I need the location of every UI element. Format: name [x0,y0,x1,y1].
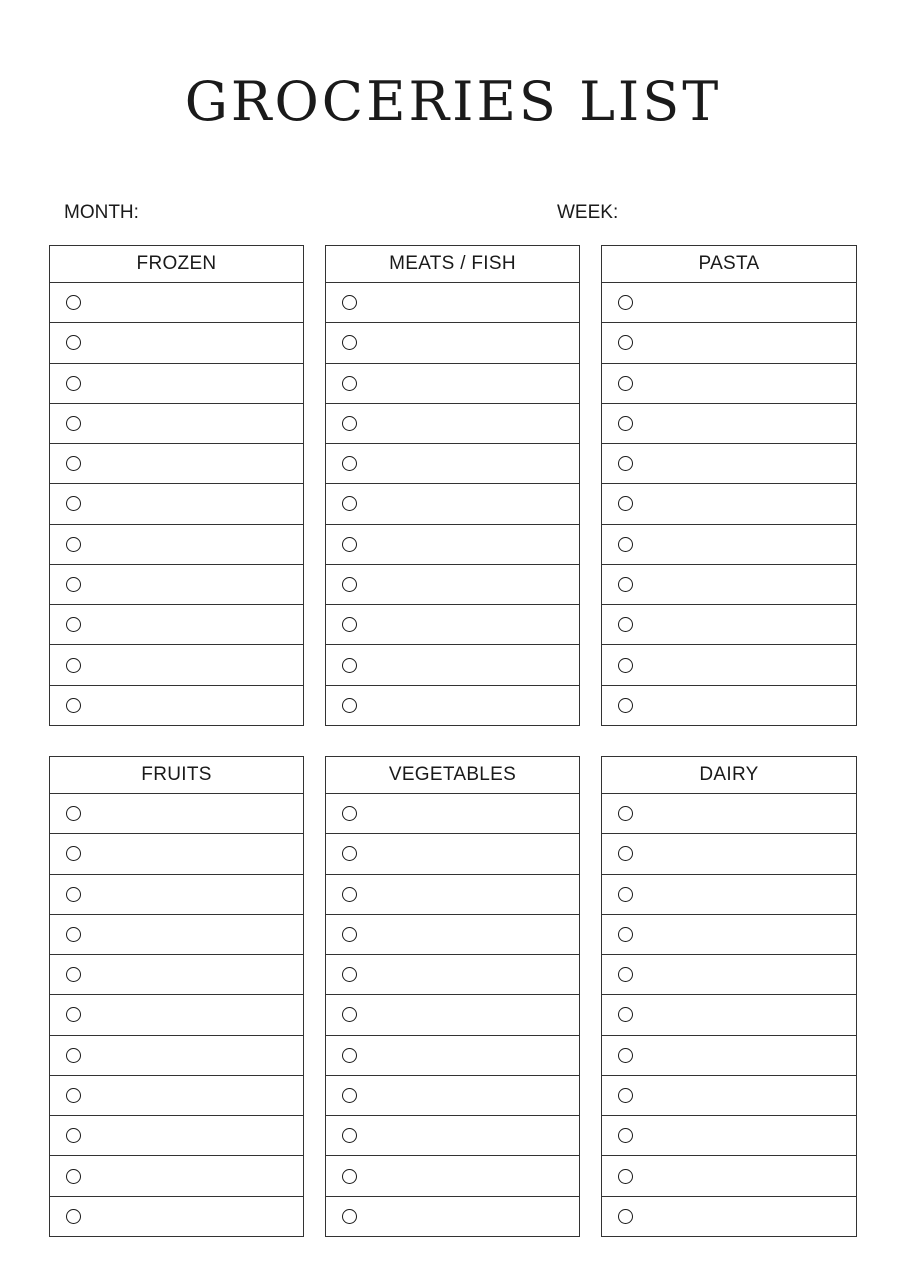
circle-checkbox-icon[interactable] [342,1007,357,1022]
checklist-row[interactable] [50,364,303,404]
circle-checkbox-icon[interactable] [342,456,357,471]
checklist-row[interactable] [602,1116,856,1156]
circle-checkbox-icon[interactable] [66,1209,81,1224]
checklist-row[interactable] [326,283,579,323]
checklist-row[interactable] [50,283,303,323]
circle-checkbox-icon[interactable] [342,295,357,310]
circle-checkbox-icon[interactable] [66,295,81,310]
circle-checkbox-icon[interactable] [342,1048,357,1063]
section-header: VEGETABLES [326,757,579,794]
checklist-row[interactable] [50,794,303,834]
checklist-row[interactable] [602,364,856,404]
circle-checkbox-icon[interactable] [342,416,357,431]
circle-checkbox-icon[interactable] [618,416,633,431]
circle-checkbox-icon[interactable] [342,967,357,982]
checklist-row[interactable] [50,1036,303,1076]
checklist-row[interactable] [326,444,579,484]
circle-checkbox-icon[interactable] [342,1088,357,1103]
circle-checkbox-icon[interactable] [66,967,81,982]
circle-checkbox-icon[interactable] [618,456,633,471]
section-header: FRUITS [50,757,303,794]
checklist-row[interactable] [326,645,579,685]
circle-checkbox-icon[interactable] [618,1007,633,1022]
checklist-row[interactable] [326,323,579,363]
checklist-row[interactable] [602,283,856,323]
checklist-row[interactable] [326,1197,579,1236]
circle-checkbox-icon[interactable] [66,456,81,471]
checklist-row[interactable] [50,565,303,605]
circle-checkbox-icon[interactable] [342,927,357,942]
circle-checkbox-icon[interactable] [66,577,81,592]
checklist-row[interactable] [326,565,579,605]
checklist-row[interactable] [50,686,303,725]
circle-checkbox-icon[interactable] [618,846,633,861]
circle-checkbox-icon[interactable] [342,887,357,902]
checklist-row[interactable] [602,525,856,565]
circle-checkbox-icon[interactable] [618,617,633,632]
circle-checkbox-icon[interactable] [66,887,81,902]
checklist-row[interactable] [602,1076,856,1116]
week-field-label: WEEK: [557,202,619,223]
circle-checkbox-icon[interactable] [618,1088,633,1103]
checklist-row[interactable] [326,404,579,444]
checklist-row[interactable] [50,1156,303,1196]
checklist-row[interactable] [602,484,856,524]
circle-checkbox-icon[interactable] [618,537,633,552]
section-header: MEATS / FISH [326,246,579,283]
checklist-row[interactable] [50,1116,303,1156]
checklist-row[interactable] [326,875,579,915]
circle-checkbox-icon[interactable] [618,1048,633,1063]
checklist-row[interactable] [602,1197,856,1236]
circle-checkbox-icon[interactable] [66,376,81,391]
circle-checkbox-icon[interactable] [66,846,81,861]
circle-checkbox-icon[interactable] [618,1209,633,1224]
checklist-row[interactable] [50,605,303,645]
checklist-row[interactable] [602,565,856,605]
checklist-row[interactable] [602,645,856,685]
checklist-row[interactable] [326,1076,579,1116]
circle-checkbox-icon[interactable] [342,617,357,632]
circle-checkbox-icon[interactable] [66,927,81,942]
circle-checkbox-icon[interactable] [618,1128,633,1143]
checklist-row[interactable] [602,1156,856,1196]
checklist-row[interactable] [50,955,303,995]
month-field-label: MONTH: [64,202,139,223]
section-rows [50,794,303,1236]
page-title: GROCERIES LIST [184,70,722,133]
circle-checkbox-icon[interactable] [66,1128,81,1143]
checklist-row[interactable] [50,484,303,524]
circle-checkbox-icon[interactable] [618,335,633,350]
section-meats-fish [325,245,580,726]
circle-checkbox-icon[interactable] [342,846,357,861]
checklist-row[interactable] [326,1156,579,1196]
circle-checkbox-icon[interactable] [342,376,357,391]
circle-checkbox-icon[interactable] [618,967,633,982]
section-header: DAIRY [602,757,856,794]
checklist-row[interactable] [602,444,856,484]
checklist-row[interactable] [326,955,579,995]
checklist-row[interactable] [326,484,579,524]
checklist-row[interactable] [602,955,856,995]
circle-checkbox-icon[interactable] [66,617,81,632]
circle-checkbox-icon[interactable] [66,416,81,431]
circle-checkbox-icon[interactable] [342,1209,357,1224]
checklist-row[interactable] [326,1036,579,1076]
circle-checkbox-icon[interactable] [618,376,633,391]
section-pasta [601,245,857,726]
checklist-row[interactable] [602,794,856,834]
checklist-row[interactable] [50,1076,303,1116]
section-rows [602,283,856,725]
checklist-row[interactable] [50,834,303,874]
circle-checkbox-icon[interactable] [342,335,357,350]
circle-checkbox-icon[interactable] [66,806,81,821]
checklist-row[interactable] [326,686,579,725]
circle-checkbox-icon[interactable] [66,1088,81,1103]
checklist-row[interactable] [50,645,303,685]
checklist-row[interactable] [50,995,303,1035]
circle-checkbox-icon[interactable] [618,698,633,713]
circle-checkbox-icon[interactable] [342,658,357,673]
circle-checkbox-icon[interactable] [342,496,357,511]
circle-checkbox-icon[interactable] [66,698,81,713]
section-rows [50,283,303,725]
checklist-row[interactable] [326,605,579,645]
checklist-row[interactable] [602,605,856,645]
checklist-row[interactable] [602,995,856,1035]
checklist-row[interactable] [326,915,579,955]
circle-checkbox-icon[interactable] [66,537,81,552]
checklist-row[interactable] [326,1116,579,1156]
section-rows [326,283,579,725]
section-rows [602,794,856,1236]
circle-checkbox-icon[interactable] [618,577,633,592]
checklist-row[interactable] [326,995,579,1035]
top-sections-grid [49,245,857,726]
checklist-row[interactable] [326,794,579,834]
checklist-row[interactable] [326,364,579,404]
checklist-row[interactable] [602,834,856,874]
section-dairy [601,756,857,1237]
checklist-row[interactable] [602,404,856,444]
section-vegetables [325,756,580,1237]
section-header: FROZEN [50,246,303,283]
checklist-row[interactable] [602,915,856,955]
checklist-row[interactable] [50,1197,303,1236]
circle-checkbox-icon[interactable] [618,806,633,821]
circle-checkbox-icon[interactable] [66,1007,81,1022]
section-frozen [49,245,304,726]
section-fruits [49,756,304,1237]
circle-checkbox-icon[interactable] [618,295,633,310]
checklist-row[interactable] [50,444,303,484]
section-rows [326,794,579,1236]
circle-checkbox-icon[interactable] [618,927,633,942]
circle-checkbox-icon[interactable] [618,1169,633,1184]
circle-checkbox-icon[interactable] [66,1169,81,1184]
circle-checkbox-icon[interactable] [342,537,357,552]
circle-checkbox-icon[interactable] [618,496,633,511]
checklist-row[interactable] [602,323,856,363]
section-header: PASTA [602,246,856,283]
checklist-row[interactable] [50,875,303,915]
checklist-row[interactable] [602,1036,856,1076]
checklist-row[interactable] [50,525,303,565]
circle-checkbox-icon[interactable] [66,335,81,350]
circle-checkbox-icon[interactable] [66,496,81,511]
checklist-row[interactable] [50,323,303,363]
circle-checkbox-icon[interactable] [342,698,357,713]
circle-checkbox-icon[interactable] [342,806,357,821]
circle-checkbox-icon[interactable] [342,1128,357,1143]
checklist-row[interactable] [50,915,303,955]
checklist-row[interactable] [326,525,579,565]
circle-checkbox-icon[interactable] [66,658,81,673]
checklist-row[interactable] [602,875,856,915]
circle-checkbox-icon[interactable] [618,887,633,902]
checklist-row[interactable] [602,686,856,725]
circle-checkbox-icon[interactable] [342,1169,357,1184]
circle-checkbox-icon[interactable] [66,1048,81,1063]
checklist-row[interactable] [50,404,303,444]
bottom-sections-grid [49,756,857,1237]
checklist-row[interactable] [326,834,579,874]
circle-checkbox-icon[interactable] [342,577,357,592]
circle-checkbox-icon[interactable] [618,658,633,673]
